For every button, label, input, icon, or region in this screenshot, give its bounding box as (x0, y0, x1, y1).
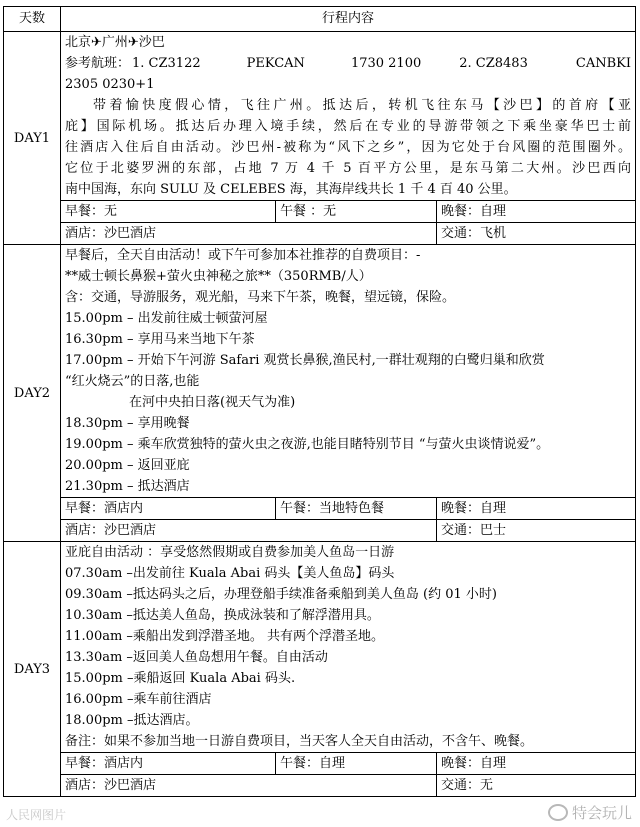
brand-watermark (548, 802, 632, 823)
day3-lunch: 午餐：自理 (276, 753, 437, 775)
day1-desc-line: 庇】国际机场。抵达后办理入境手续，然后在专业的导游带领之下乘坐豪华巴士前 (65, 119, 631, 134)
day2-line: 在河中央拍日落(视天气为准) (129, 395, 296, 410)
flight1-route: PEKCAN (246, 56, 305, 71)
day2-line: 19.00pm – 乘车欣赏独特的萤火虫之夜游,也能目睹特别节目 “与萤火虫谈情说爱”。 (65, 437, 550, 452)
day1-label: DAY1 (4, 32, 61, 245)
day1-breakfast: 早餐：无 (61, 201, 276, 223)
itinerary-table (3, 6, 636, 797)
day1-lunch: 午餐 ：无 (276, 201, 437, 223)
day3-note: 备注：如果不参加当地一日游自费项目，当天客人全天自由活动，不含午、晚餐。 (65, 734, 534, 749)
day2-line: “红火烧云”的日落,也能 (65, 374, 200, 389)
day2-line: 21.30pm – 抵达酒店 (65, 479, 190, 494)
day3-line: 16.00pm –乘车前往酒店 (65, 692, 212, 707)
day1-lodging-row (4, 223, 636, 245)
header-row (4, 7, 636, 32)
flight1-time: 1730 2100 (350, 56, 422, 71)
flight-prefix: 参考航班： (65, 56, 131, 71)
day2-line: **威士顿长鼻猴+萤火虫神秘之旅**（350RMB/人） (65, 269, 372, 284)
day3-label: DAY3 (4, 542, 61, 797)
day2-line: 18.30pm – 享用晚餐 (65, 416, 190, 431)
flight1-number: 1. CZ3122 (132, 56, 201, 71)
day1-desc-line: 它位于北婆罗洲的东部，占地 7 万 4 千 5 百平方公里，是东马第二大州。沙巴西向 (65, 161, 631, 176)
day1-hotel: 酒店：沙巴酒店 (61, 223, 437, 245)
day2-meals-row (4, 498, 636, 520)
day1-transport: 交通：飞机 (437, 223, 636, 245)
day3-content-row (4, 542, 636, 753)
day2-line: 17.00pm – 开始下午河游 Safari 观赏长鼻猴,渔民村,一群壮观翔的白鹭归巢和欣赏 (65, 353, 545, 368)
day2-transport: 交通：巴士 (437, 520, 636, 542)
day2-itinerary (61, 245, 636, 498)
day1-itinerary (61, 32, 636, 201)
day3-line: 13.30am –返回美人鱼岛想用午餐。自由活动 (65, 650, 328, 665)
day1-desc-line: 带着愉快度假心情，飞往广州。抵达后，转机飞往东马【沙巴】的首府【亚 (93, 98, 631, 113)
chat-bubble-icon (548, 804, 568, 821)
day2-hotel: 酒店：沙巴酒店 (61, 520, 437, 542)
day1-desc-line: 南中国海，东向 SULU 及 CELEBES 海，其海岸线共长 1 千 4 百 40 公里。 (65, 182, 517, 197)
day3-line: 11.00am –乘船出发到浮潜圣地。 共有两个浮潜圣地。 (65, 629, 385, 644)
brand-name: 特会玩儿 (571, 804, 632, 822)
day1-desc-line: 往酒店入住后自由活动。沙巴州-被称为“风下之乡”，因为它处于台风圈的范围圈外。 (65, 140, 631, 155)
watermark-left: 人民网图片 (6, 808, 67, 822)
day3-line: 09.30am –抵达码头之后，办理登船手续准备乘船到美人鱼岛 (约 01 小时) (65, 587, 498, 602)
day3-breakfast: 早餐：酒店内 (61, 753, 276, 775)
day2-label: DAY2 (4, 245, 61, 542)
day3-itinerary (61, 542, 636, 753)
day3-hotel: 酒店：沙巴酒店 (61, 775, 437, 797)
day3-line: 15.00pm –乘船返回 Kuala Abai 码头. (65, 671, 296, 686)
day-column-header: 天数 (4, 7, 61, 32)
day2-lodging-row (4, 520, 636, 542)
day1-content-row (4, 32, 636, 201)
flight2-route: CANBKI (575, 56, 631, 71)
day2-line: 15.00pm – 出发前往威士顿萤河屋 (65, 311, 268, 326)
day1-dinner: 晚餐：自理 (437, 201, 636, 223)
day2-content-row (4, 245, 636, 498)
day1-route: 北京✈广州✈沙巴 (65, 35, 165, 50)
day1-meals-row (4, 201, 636, 223)
flight2-time: 2305 0230+1 (65, 77, 155, 92)
day3-meals-row (4, 753, 636, 775)
day3-line: 10.30am –抵达美人鱼岛，换成泳装和了解浮潜用具。 (65, 608, 380, 623)
day2-lunch: 午餐：当地特色餐 (276, 498, 437, 520)
day2-line: 含：交通，导游服务，观光船，马来下午茶，晚餐，望远镜，保险。 (65, 290, 456, 305)
day2-line: 早餐后，全天自由活动！或下午可参加本社推荐的自费项目：- (65, 248, 421, 263)
day3-line: 07.30am –出发前往 Kuala Abai 码头【美人鱼岛】码头 (65, 566, 395, 581)
day3-line: 18.00pm –抵达酒店。 (65, 713, 199, 728)
day3-lodging-row (4, 775, 636, 797)
day3-line: 亚庇自由活动 ：享受悠然假期或自费参加美人鱼岛一日游 (65, 545, 395, 560)
day3-dinner: 晚餐：自理 (437, 753, 636, 775)
day3-transport: 交通：无 (437, 775, 636, 797)
day1-flight-line (65, 53, 631, 74)
day2-dinner: 晚餐：自理 (437, 498, 636, 520)
day2-line: 20.00pm – 返回亚庇 (65, 458, 190, 473)
flight2-number: 2. CZ8483 (459, 56, 528, 71)
content-column-header: 行程内容 (61, 7, 636, 32)
day2-breakfast: 早餐：酒店内 (61, 498, 276, 520)
day2-line: 16.30pm – 享用马来当地下午茶 (65, 332, 255, 347)
